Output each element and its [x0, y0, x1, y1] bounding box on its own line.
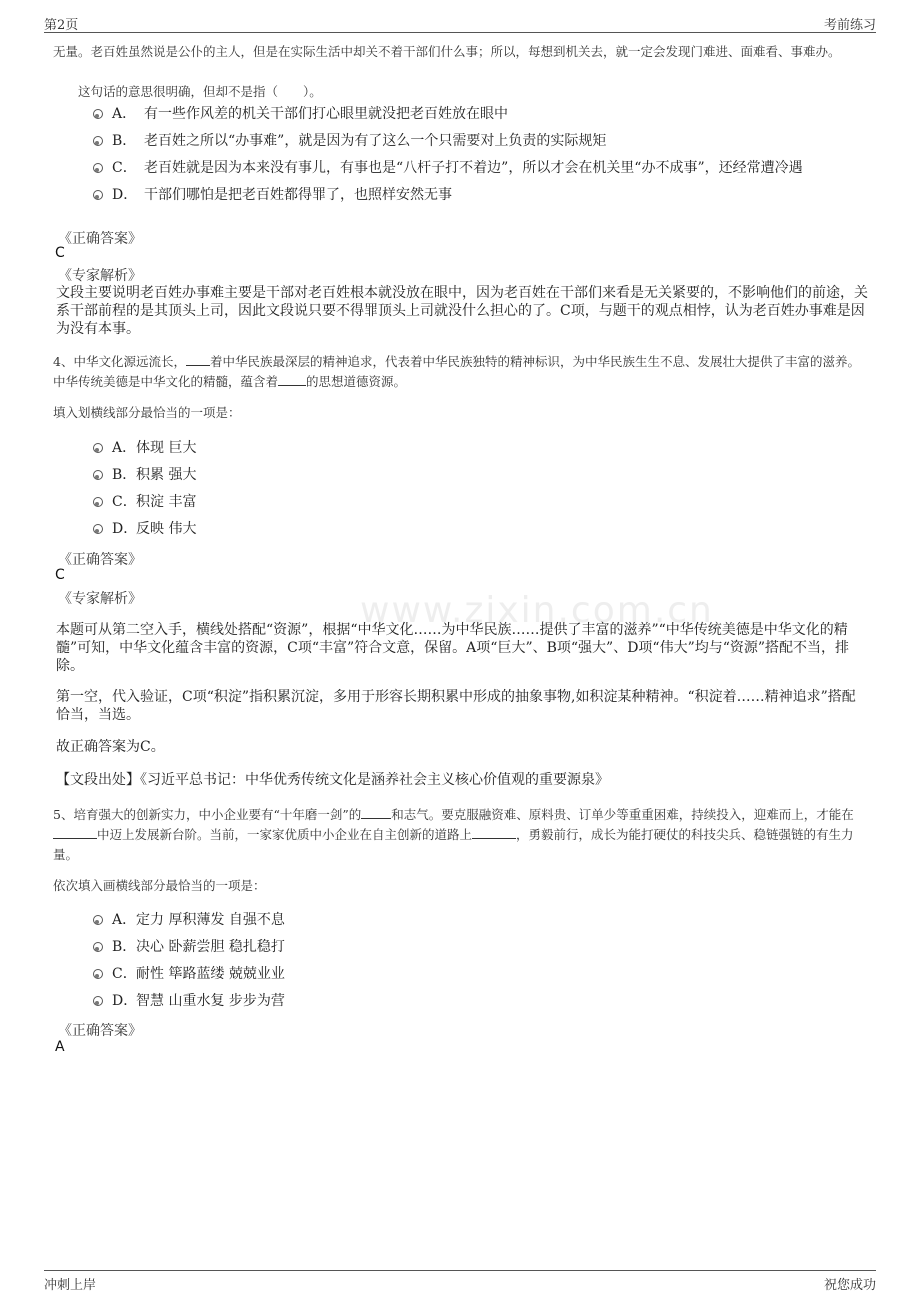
radio-icon[interactable]: [93, 163, 103, 173]
blank: [53, 826, 97, 839]
q3-analysis: 文段主要说明老百姓办事难主要是干部对老百姓根本就没放在眼中，因为老百姓在干部们来看是无关紧要的，不影响他们的前途，关系干部前程的是其顶头上司，因此文段说只要不得罪顶头上司就没什么担心的了。C项，与题干的观点相悖，认为老百姓办事难是因为没有本事。: [56, 285, 868, 337]
radio-icon[interactable]: [93, 996, 103, 1006]
radio-icon[interactable]: [93, 136, 103, 146]
q3-option-a[interactable]: A． 有一些作风差的机关干部们打心眼里就没把老百姓放在眼中: [93, 105, 508, 123]
watermark: www.zixin.com.cn: [360, 590, 714, 631]
q4-option-b[interactable]: B．积累 强大: [93, 466, 196, 484]
q3-option-d[interactable]: D． 干部们哪怕是把老百姓都得罪了，也照样安然无事: [93, 186, 452, 204]
radio-icon[interactable]: [93, 470, 103, 480]
q5-answer-label: 《正确答案》: [58, 1023, 142, 1039]
q4-answer: C: [55, 567, 65, 583]
q4-option-a[interactable]: A．体现 巨大: [93, 439, 196, 457]
q3-stem: 这句话的意思很明确，但却不是指（ ）。: [78, 84, 322, 99]
page-footer: [44, 1270, 876, 1293]
footer-left: 冲刺上岸: [44, 1278, 97, 1293]
radio-icon[interactable]: [93, 942, 103, 952]
q4-analysis-label: 《专家解析》: [58, 591, 142, 607]
q5-option-a[interactable]: A．定力 厚积薄发 自强不息: [93, 911, 285, 929]
page-number: 第2页: [44, 18, 79, 33]
q4-option-d[interactable]: D．反映 伟大: [93, 520, 196, 538]
blank: [278, 373, 306, 386]
radio-icon[interactable]: [93, 969, 103, 979]
q3-answer: C: [55, 245, 65, 261]
q4-option-c[interactable]: C．积淀 丰富: [93, 493, 196, 511]
q4-analysis-1: 本题可从第二空入手，横线处搭配“资源”，根据“中华文化……为中华民族……提供了丰富的滋养”“中华传统美德是中华文化的精髓”可知，中华文化蕴含丰富的资源，C项“丰富”符合文意，保留。A项“巨大”、B项“强大”、D项“伟大”均与“资源”搭配不当，排除。: [56, 622, 850, 674]
footer-right: 祝您成功: [823, 1278, 876, 1293]
q5-prompt: 依次填入画横线部分最恰当的一项是：: [53, 878, 266, 893]
q3-passage: 无量。老百姓虽然说是公仆的主人，但是在实际生活中却关不着干部们什么事；所以，每想到机关去，就一定会发现门难进、面难看、事难办。: [53, 44, 841, 59]
q3-option-c[interactable]: C． 老百姓就是因为本来没有事儿，有事也是“八杆子打不着边”，所以才会在机关里“办不成事”，还经常遭冷遇: [93, 159, 803, 177]
q4-answer-label: 《正确答案》: [58, 552, 142, 568]
radio-icon[interactable]: [93, 915, 103, 925]
q3-answer-label: 《正确答案》: [58, 231, 142, 247]
q3-analysis-label: 《专家解析》: [58, 268, 142, 284]
q4-analysis-2: 第一空，代入验证，C项“积淀”指积累沉淀，多用于形容长期积累中形成的抽象事物,如积淀某种精神。“积淀着……精神追求”搭配恰当，当选。: [56, 689, 856, 723]
blank: [186, 353, 210, 366]
header-title: 考前练习: [823, 18, 876, 33]
q4-source: 【文段出处】《习近平总书记：中华优秀传统文化是涵养社会主义核心价值观的重要源泉》: [56, 772, 609, 788]
q5-answer: A: [55, 1039, 65, 1055]
q4-prompt: 填入划横线部分最恰当的一项是：: [53, 405, 241, 420]
q4-analysis-3: 故正确答案为C。: [56, 739, 165, 755]
q5-option-c[interactable]: C．耐性 筚路蓝缕 兢兢业业: [93, 965, 285, 983]
q5-stem: 5、培育强大的创新实力，中小企业要有“十年磨一剑”的 和志气。要克服融资难、原料贵、订单少等重重困难，持续投入，迎难而上，才能在中迈上发展新台阶。当前，一家家优质中小企业在自主创新的道路上 ，勇毅前行，成长为能打硬仗的科技尖兵、稳链强链的有生力量。: [53, 807, 854, 862]
q5-option-b[interactable]: B．决心 卧薪尝胆 稳扎稳打: [93, 938, 285, 956]
page-header: [44, 12, 876, 33]
radio-icon[interactable]: [93, 109, 103, 119]
blank: [472, 826, 516, 839]
q4-stem: 4、中华文化源远流长， 着中华民族最深层的精神追求，代表着中华民族独特的精神标识，为中华民族生生不息、发展壮大提供了丰富的滋养。中华传统美德是中华文化的精髓，蕴含着 的思想道德资源。: [53, 354, 860, 389]
q5-option-d[interactable]: D．智慧 山重水复 步步为营: [93, 992, 285, 1010]
radio-icon[interactable]: [93, 190, 103, 200]
blank: [361, 806, 391, 819]
radio-icon[interactable]: [93, 497, 103, 507]
q3-option-b[interactable]: B． 老百姓之所以“办事难”，就是因为有了这么一个只需要对上负责的实际规矩: [93, 132, 606, 150]
radio-icon[interactable]: [93, 443, 103, 453]
radio-icon[interactable]: [93, 524, 103, 534]
